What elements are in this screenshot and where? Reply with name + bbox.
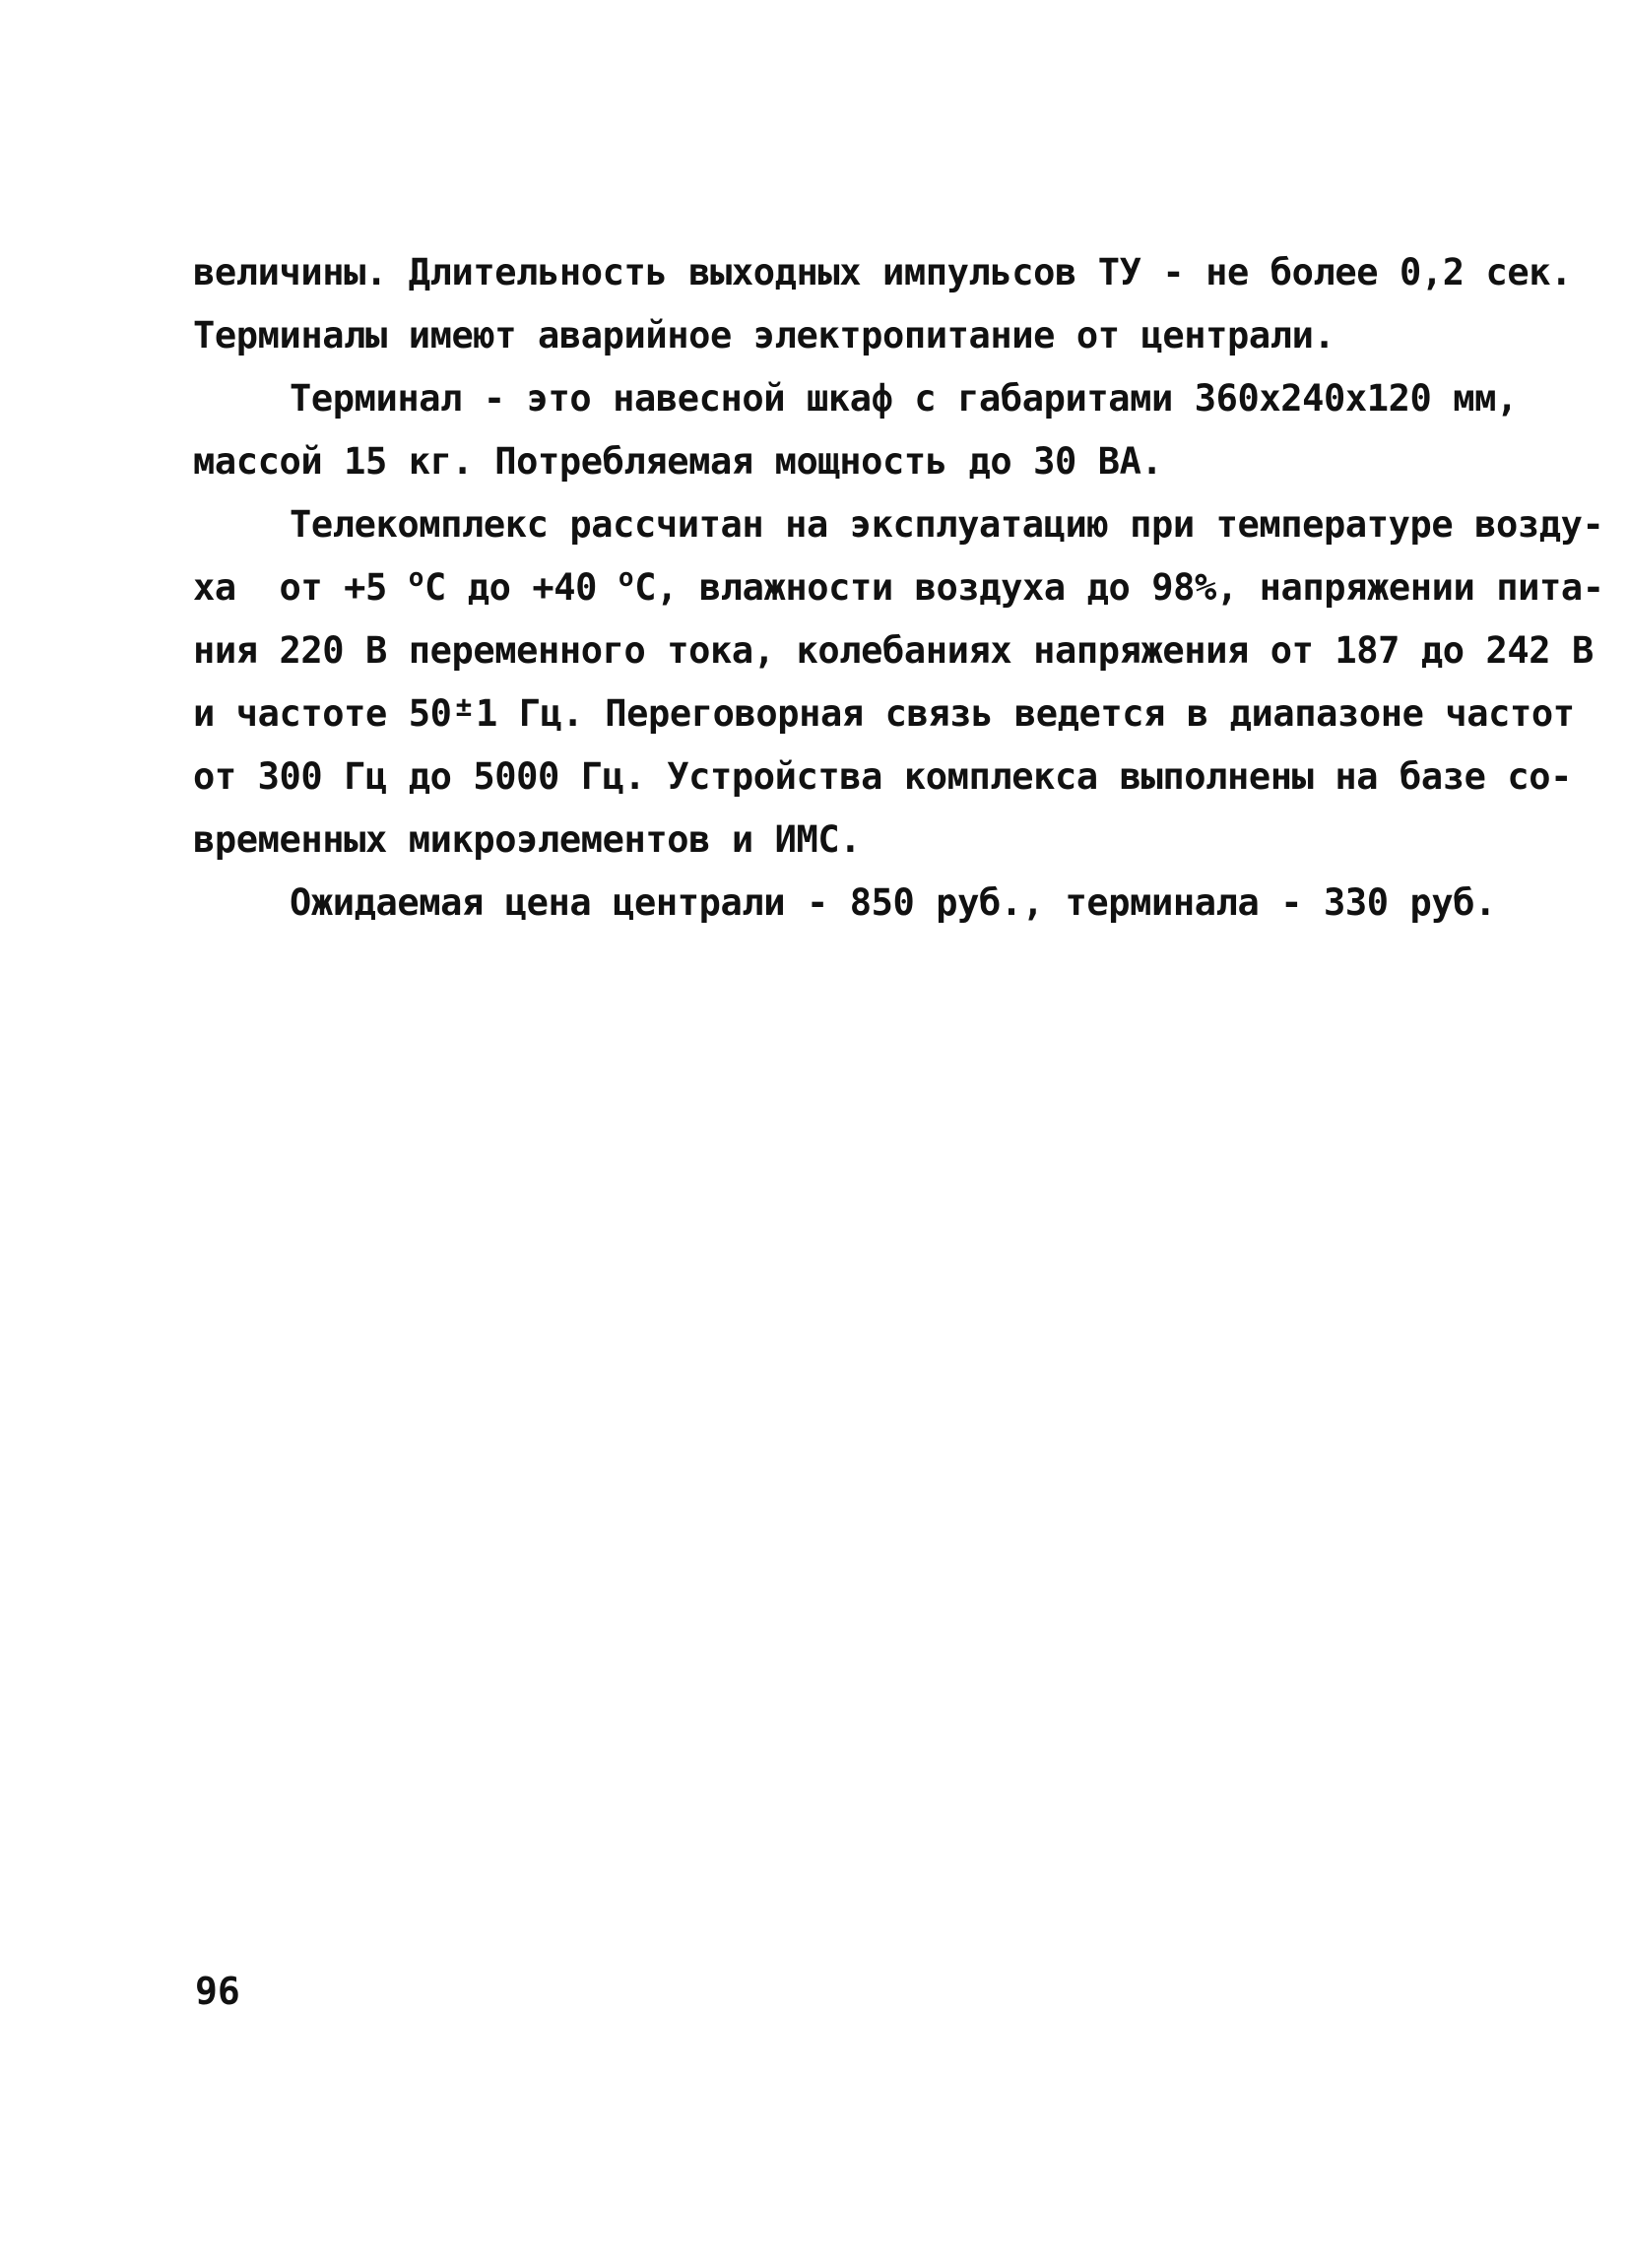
degree-superscript: о (618, 563, 634, 593)
paragraph-start-line: Терминал - это навесной шкаф с габаритами 360х240х120 мм, (290, 377, 1518, 420)
page-number: 96 (195, 1970, 240, 2013)
body-text (193, 241, 1604, 935)
text-line: массой 15 кг. Потребляемая мощность до 30 ВА. (193, 440, 1163, 483)
text-run: С до +40 (424, 566, 619, 609)
text-line: ния 220 В переменного тока, колебаниях напряжения от 187 до 242 В (193, 629, 1594, 672)
text-line (193, 682, 1575, 745)
text-line: от 300 Гц до 5000 Гц. Устройства комплекса выполнены на базе со- (193, 755, 1573, 798)
text-run: С, влажности воздуха до 98%, напряжении пита- (634, 566, 1604, 609)
plus-minus-sign: ± (455, 690, 472, 723)
degree-superscript: о (408, 563, 424, 593)
text-run: ха от +5 (193, 566, 409, 609)
text-line: Терминалы имеют аварийное электропитание от централи. (193, 314, 1335, 356)
text-line: величины. Длительность выходных импульсов ТУ - не более 0,2 сек. (193, 251, 1573, 293)
text-run: 1 Гц. Переговорная связь ведется в диапазоне частот (475, 692, 1575, 735)
text-run: и частоте 50 (193, 692, 452, 735)
paragraph-start-line: Телекомплекс рассчитан на эксплуатацию при температуре возду- (290, 503, 1604, 546)
text-line: временных микроэлементов и ИМС. (193, 818, 862, 861)
paragraph-start-line: Ожидаемая цена централи - 850 руб., терминала - 330 руб. (290, 881, 1497, 924)
text-line (193, 556, 1604, 619)
